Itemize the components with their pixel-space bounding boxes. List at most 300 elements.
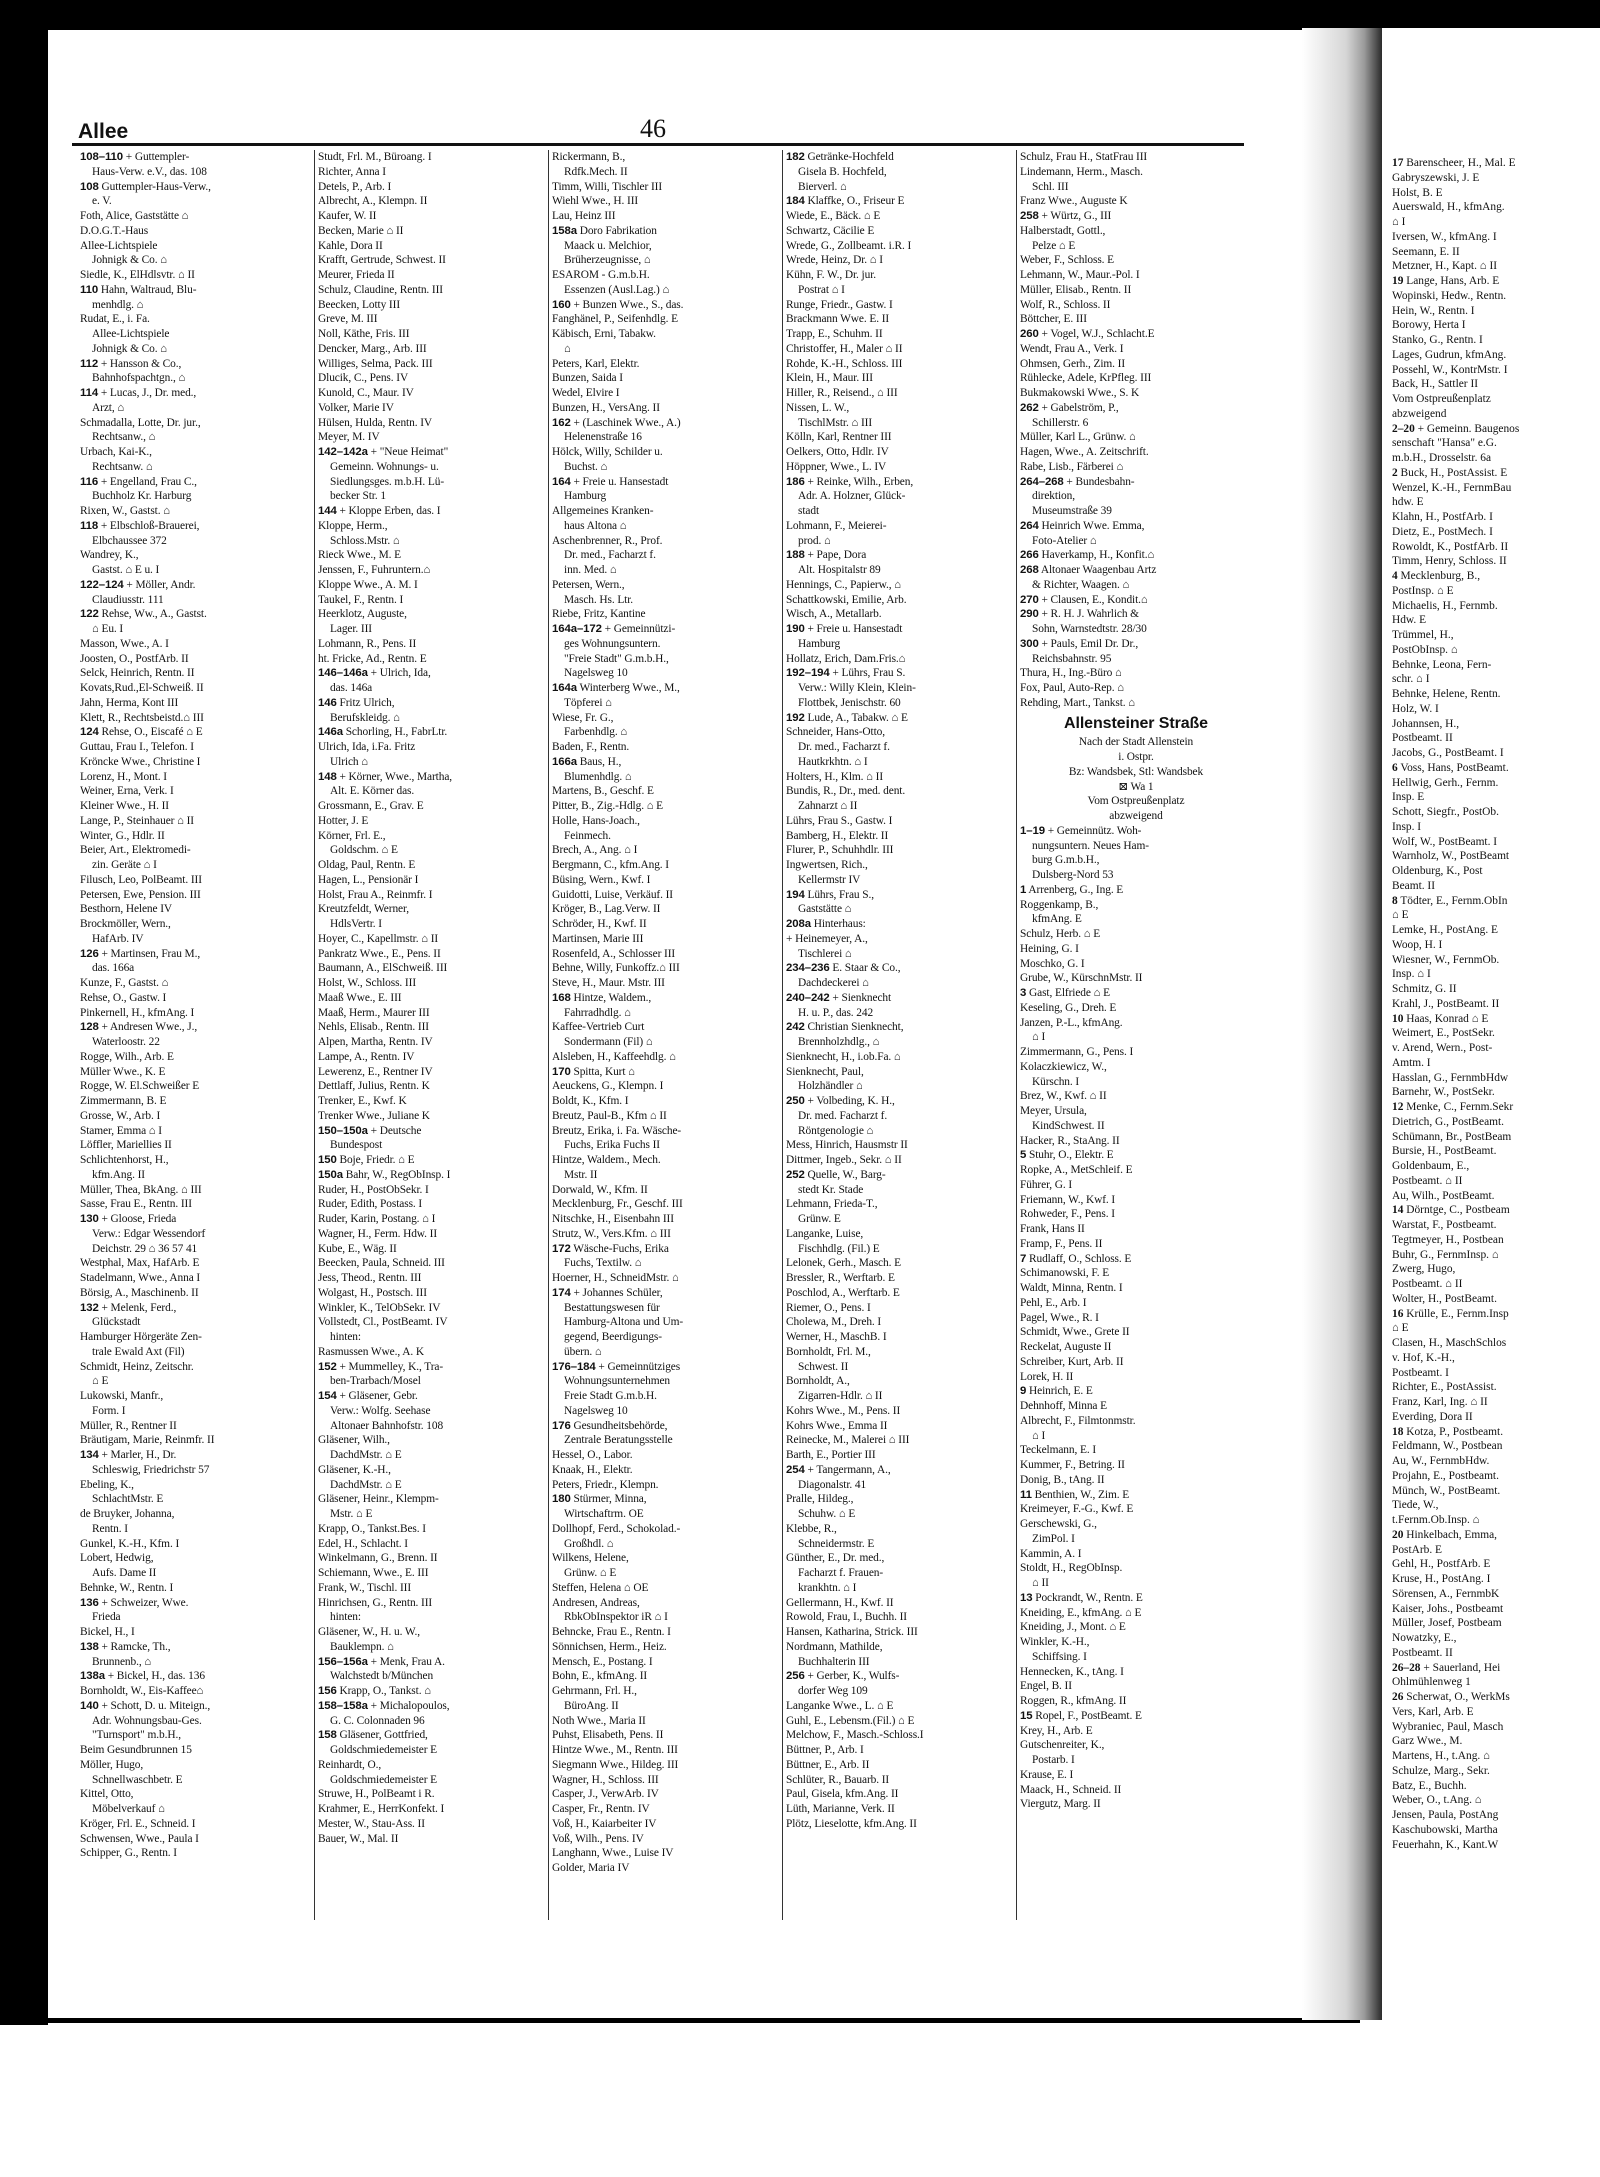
directory-entry: Rohweder, F., Pens. I bbox=[1020, 1208, 1115, 1221]
directory-entry: Westphal, Max, HafArb. E bbox=[80, 1257, 200, 1270]
directory-entry: + Heinemeyer, A., bbox=[786, 932, 868, 945]
directory-entry: Aschenbrenner, R., Prof. bbox=[552, 534, 663, 547]
directory-entry: Jacobs, G., PostBeamt. I bbox=[1392, 747, 1504, 759]
directory-entry: Sörensen, A., FernmbK bbox=[1392, 1587, 1500, 1600]
directory-entry: PostArb. E bbox=[1392, 1543, 1442, 1556]
directory-entry: Münch, W., PostBeamt. bbox=[1392, 1484, 1501, 1497]
directory-entry: Engel, B. II bbox=[1020, 1680, 1072, 1693]
directory-entry: Kneiding, J., Mont. ⌂ E bbox=[1020, 1621, 1126, 1634]
directory-entry: Strutz, W., Vers.Kfm. ⌂ III bbox=[552, 1227, 671, 1240]
directory-entry: Projahn, E., Postbeamt. bbox=[1392, 1469, 1499, 1482]
directory-entry: Steve, H., Maur. Mstr. III bbox=[552, 977, 665, 989]
directory-entry: Kaufer, W. II bbox=[318, 210, 377, 222]
directory-entry: Hiller, R., Reisend., ⌂ III bbox=[786, 387, 898, 399]
directory-entry: Alt. E. Körner das. bbox=[330, 785, 415, 798]
directory-entry: Rosenfeld, A., Schlosser III bbox=[552, 947, 676, 960]
directory-column-1 bbox=[80, 150, 312, 1975]
directory-entry: Gabryszewski, J. E bbox=[1392, 171, 1480, 184]
directory-entry: Beier, Art., Elektromedi- bbox=[80, 844, 191, 857]
section-subtitle-line: Bz: Wandsbek, Stl: Wandsbek bbox=[1068, 765, 1204, 778]
directory-entry: Oldenburg, K., Post bbox=[1392, 865, 1483, 877]
directory-entry: Postbeamt. ⌂ II bbox=[1392, 1174, 1463, 1187]
directory-entry: kfm.Ang. II bbox=[92, 1168, 145, 1181]
directory-entry: Schröder, H., Kwf. II bbox=[552, 918, 647, 930]
directory-entry: Hein, W., Rentn. I bbox=[1392, 304, 1475, 317]
directory-entry: Zimmermann, G., Pens. I bbox=[1020, 1046, 1134, 1058]
directory-entry: Schulz, Claudine, Rentn. III bbox=[318, 283, 444, 296]
directory-entry: 17 Barenscheer, H., Mal. E bbox=[1392, 157, 1516, 169]
directory-entry: Lehmann, W., Maur.-Pol. I bbox=[1020, 269, 1140, 281]
directory-column-5 bbox=[1020, 150, 1252, 1975]
directory-entry: Rowold, Frau, I., Buchh. II bbox=[786, 1611, 908, 1624]
directory-entry: Janzen, P.-L., kfmAng. bbox=[1020, 1016, 1123, 1029]
directory-entry: Rasmussen Wwe., A. K bbox=[318, 1345, 424, 1358]
directory-entry: Röntgenologie ⌂ bbox=[798, 1124, 874, 1137]
directory-entry: Boldt, K., Kfm. I bbox=[552, 1095, 629, 1107]
directory-entry: Fuchs, Erika Fuchs II bbox=[564, 1139, 660, 1152]
directory-entry: Schmadalla, Lotte, Dr. jur., bbox=[80, 416, 201, 429]
directory-entry: 150a Bahr, W., RegObInsp. I bbox=[318, 1168, 451, 1181]
directory-entry: Nehls, Elisab., Rentn. III bbox=[318, 1021, 429, 1034]
directory-entry: Hintze, Waldem., Mech. bbox=[552, 1154, 661, 1166]
directory-entry: Kröger, B., Lag.Verw. II bbox=[552, 903, 661, 916]
directory-entry: Bräutigam, Marie, Reinmfr. II bbox=[80, 1434, 215, 1447]
directory-entry: Beecken, Lotty III bbox=[318, 298, 401, 311]
directory-entry: Hintze Wwe., M., Rentn. III bbox=[552, 1744, 678, 1756]
directory-entry: Kaffee-Vertrieb Curt bbox=[552, 1021, 645, 1034]
section-subtitle-line: ⊠ Wa 1 bbox=[1118, 780, 1154, 793]
directory-entry: 164a–172 + Gemeinnützi- bbox=[552, 623, 676, 635]
directory-entry: 158–158a + Michalopoulos, bbox=[318, 1699, 450, 1712]
directory-entry: Museumstraße 39 bbox=[1032, 505, 1112, 517]
directory-entry: Reinecke, M., Malerei ⌂ III bbox=[786, 1434, 910, 1447]
directory-entry: Fischhdlg. (Fil.) E bbox=[798, 1242, 880, 1255]
column-divider bbox=[548, 150, 549, 1920]
directory-entry: Wisch, A., Metallarb. bbox=[786, 608, 882, 621]
directory-entry: Rieck Wwe., M. E bbox=[318, 549, 401, 562]
directory-entry: Steffen, Helena ⌂ OE bbox=[552, 1581, 649, 1594]
directory-entry: Bickel, H., I bbox=[80, 1626, 135, 1638]
directory-entry: Rehding, Mart., Tankst. ⌂ bbox=[1020, 696, 1136, 709]
directory-entry: Dr. med., Facharzt f. bbox=[564, 549, 656, 562]
directory-entry: Thura, H., Ing.-Büro ⌂ bbox=[1020, 667, 1122, 680]
directory-entry: Timm, Henry, Schloss. II bbox=[1392, 555, 1507, 568]
section-subtitle-line: abzweigend bbox=[1109, 810, 1163, 822]
directory-entry: Hasslan, G., FernmbHdw bbox=[1392, 1071, 1509, 1084]
directory-entry: Blumenhdlg. ⌂ bbox=[564, 770, 632, 783]
directory-entry: Maaß, Herm., Maurer III bbox=[318, 1006, 430, 1019]
directory-entry: Maack, H., Schneid. II bbox=[1020, 1783, 1122, 1796]
directory-entry: 262 + Gabelström, P., bbox=[1020, 401, 1119, 414]
directory-entry: Mensch, E., Postang. I bbox=[552, 1655, 653, 1668]
directory-entry: Postrat ⌂ I bbox=[798, 283, 845, 296]
directory-entry: Alt. Hospitalstr 89 bbox=[798, 564, 881, 576]
directory-entry: Langanke Wwe., L. ⌂ E bbox=[786, 1699, 894, 1712]
scan-bottom-margin bbox=[0, 2025, 1600, 2177]
directory-entry: Rogge, Wilh., Arb. E bbox=[80, 1050, 174, 1063]
directory-entry: Sohn, Warnstedtstr. 28/30 bbox=[1032, 623, 1147, 635]
directory-entry: Gaststätte ⌂ bbox=[798, 903, 852, 916]
directory-entry: Rechtsanw. ⌂ bbox=[92, 460, 153, 473]
directory-entry: Bornholdt, A., bbox=[786, 1375, 850, 1388]
directory-entry: v. Arend, Wern., Post- bbox=[1392, 1042, 1493, 1054]
directory-entry: "Turnsport" m.b.H., bbox=[92, 1729, 181, 1742]
section-title: Allensteiner Straße bbox=[1064, 714, 1208, 732]
directory-entry: Lehmann, Frieda-T., bbox=[786, 1198, 878, 1211]
directory-entry: Klett, R., Rechtsbeistd.⌂ III bbox=[80, 711, 204, 724]
directory-entry: Foto-Atelier ⌂ bbox=[1032, 534, 1097, 547]
directory-entry: Fahrradhdlg. ⌂ bbox=[564, 1006, 631, 1019]
directory-entry: Iversen, W., kfmAng. I bbox=[1392, 230, 1497, 243]
directory-entry: 254 + Tangermann, A., bbox=[786, 1463, 891, 1476]
directory-entry: 19 Lange, Hans, Arb. E bbox=[1392, 275, 1500, 287]
directory-entry: Johnigk & Co. ⌂ bbox=[92, 342, 167, 355]
directory-entry: Bornholdt, Frl. M., bbox=[786, 1345, 871, 1358]
directory-entry: 176 Gesundheitsbehörde, bbox=[552, 1419, 668, 1432]
directory-entry: Trapp, E., Schuhm. II bbox=[786, 328, 883, 340]
directory-entry: Rehse, O., Gastw. I bbox=[80, 991, 167, 1004]
directory-entry: Weber, F., Schloss. E bbox=[1020, 254, 1115, 267]
directory-entry: 166a Baus, H., bbox=[552, 755, 622, 768]
directory-entry: Gläsener, Wilh., bbox=[318, 1434, 390, 1447]
directory-entry: Fuchs, Textilw. ⌂ bbox=[564, 1257, 642, 1270]
directory-entry: Edel, H., Schlacht. I bbox=[318, 1537, 408, 1550]
directory-entry: Lampe, A., Rentn. IV bbox=[318, 1050, 415, 1063]
directory-entry: Dehnhoff, Minna E bbox=[1020, 1400, 1107, 1412]
directory-entry: Selck, Heinrich, Rentn. II bbox=[80, 667, 195, 680]
directory-entry: 264–268 + Bundesbahn- bbox=[1020, 475, 1135, 488]
directory-entry: Wagner, H., Ferm. Hdw. II bbox=[318, 1227, 438, 1240]
directory-entry: Wendt, Frau A., Verk. I bbox=[1020, 342, 1124, 355]
directory-entry: Siegmann Wwe., Hildeg. III bbox=[552, 1758, 679, 1771]
directory-entry: Vers, Karl, Arb. E bbox=[1392, 1705, 1474, 1718]
directory-entry: Wohnungsunternehmen bbox=[564, 1375, 671, 1388]
directory-entry: Gutschenreiter, K., bbox=[1020, 1739, 1105, 1752]
directory-entry: 9 Heinrich, E. E bbox=[1020, 1385, 1093, 1398]
directory-entry: Brez, W., Kwf. ⌂ II bbox=[1020, 1090, 1107, 1103]
directory-entry: Garz Wwe., M. bbox=[1392, 1735, 1463, 1748]
directory-entry: Knaak, H., Elektr. bbox=[552, 1463, 633, 1476]
directory-entry: Mester, W., Stau-Ass. II bbox=[318, 1817, 425, 1830]
directory-entry: 240–242 + Sienknecht bbox=[786, 991, 892, 1004]
directory-entry: Lau, Heinz III bbox=[552, 210, 616, 222]
directory-entry: Meurer, Frieda II bbox=[318, 269, 395, 281]
directory-entry: abzweigend bbox=[1392, 407, 1447, 420]
directory-entry: 140 + Schott, D. u. Miteign., bbox=[80, 1699, 211, 1712]
directory-entry: Meyer, Ursula, bbox=[1020, 1105, 1087, 1117]
directory-entry: 268 Altonaer Waagenbau Artz bbox=[1020, 564, 1157, 576]
directory-entry: Everding, Dora II bbox=[1392, 1410, 1473, 1423]
directory-entry: Glückstadt bbox=[92, 1316, 141, 1329]
directory-column-3 bbox=[552, 150, 778, 1975]
directory-entry: Postbeamt. II bbox=[1392, 1646, 1453, 1659]
directory-entry: 164 + Freie u. Hansestadt bbox=[552, 475, 669, 488]
directory-entry: Halberstadt, Gottl., bbox=[1020, 224, 1106, 237]
directory-entry: Zimmermann, B. E bbox=[80, 1095, 167, 1107]
directory-entry: Andresen, Andreas, bbox=[552, 1596, 640, 1609]
directory-entry: G. C. Colonnaden 96 bbox=[330, 1714, 425, 1727]
directory-entry: Bierverl. ⌂ bbox=[798, 180, 847, 193]
directory-entry: Allgemeines Kranken- bbox=[552, 505, 654, 517]
directory-entry: Gehl, H., PostfArb. E bbox=[1392, 1558, 1491, 1571]
directory-entry: Peters, Karl, Elektr. bbox=[552, 357, 640, 370]
directory-entry: hdw. E bbox=[1392, 496, 1424, 509]
directory-entry: Masch. Hs. Ltr. bbox=[564, 593, 634, 606]
directory-entry: Guttau, Frau I., Telefon. I bbox=[80, 741, 194, 753]
directory-entry: 130 + Gloose, Frieda bbox=[80, 1213, 177, 1225]
directory-entry: Lelonek, Gerh., Masch. E bbox=[786, 1257, 901, 1270]
directory-entry: Müller, Thea, BkAng. ⌂ III bbox=[80, 1183, 202, 1196]
directory-entry: Wiesner, W., FernmOb. bbox=[1392, 953, 1500, 966]
directory-entry: prod. ⌂ bbox=[798, 534, 831, 547]
directory-entry: Pitter, B., Zig.-Hdlg. ⌂ E bbox=[552, 800, 664, 812]
directory-entry: Walchstedt b/München bbox=[330, 1670, 434, 1683]
directory-entry: Postbeamt. II bbox=[1392, 732, 1453, 745]
directory-entry: Mstr. ⌂ E bbox=[330, 1508, 373, 1520]
directory-entry: Lukowski, Manfr., bbox=[80, 1390, 164, 1402]
directory-entry: Teckelmann, E. I bbox=[1020, 1444, 1097, 1457]
directory-entry: PostInsp. ⌂ E bbox=[1392, 584, 1454, 597]
directory-entry: 138 + Ramcke, Th., bbox=[80, 1640, 171, 1653]
directory-entry: Lohmann, R., Pens. II bbox=[318, 637, 417, 650]
directory-entry: übern. ⌂ bbox=[564, 1345, 602, 1358]
directory-entry: Günther, E., Dr. med., bbox=[786, 1552, 885, 1565]
directory-entry: 258 + Würtz, G., III bbox=[1020, 210, 1112, 222]
directory-entry: burg G.m.b.H., bbox=[1032, 854, 1100, 867]
directory-entry: Franz Wwe., Auguste K bbox=[1020, 195, 1128, 208]
directory-entry: 8 Tödter, E., Fernm.ObIn bbox=[1392, 894, 1508, 907]
directory-entry: Masson, Wwe., A. I bbox=[80, 637, 169, 650]
directory-entry: Becken, Marie ⌂ II bbox=[318, 224, 404, 237]
directory-entry: Grube, W., KürschnMstr. II bbox=[1020, 972, 1143, 985]
directory-entry: Poschlod, A., Werftarb. E bbox=[786, 1286, 900, 1299]
directory-entry: Klahn, H., PostfArb. I bbox=[1392, 511, 1493, 523]
directory-entry: Lorek, H. II bbox=[1020, 1370, 1074, 1383]
directory-entry: Winkler, K., TelObSekr. IV bbox=[318, 1301, 441, 1314]
directory-entry: Roggen, R., kfmAng. II bbox=[1020, 1695, 1127, 1707]
directory-entry: Taukel, F., Rentn. I bbox=[318, 593, 404, 606]
directory-entry: hinten: bbox=[330, 1331, 361, 1343]
directory-entry: Kühn, F. W., Dr. jur. bbox=[786, 269, 877, 281]
directory-entry: Dr. med., Facharzt f. bbox=[798, 741, 890, 753]
directory-entry: Joosten, O., PostfArb. II bbox=[80, 652, 189, 665]
directory-entry: Zwerg, Hugo, bbox=[1392, 1263, 1456, 1276]
directory-entry: Ruder, H., PostObSekr. I bbox=[318, 1183, 429, 1196]
directory-entry: Reckelat, Auguste II bbox=[1020, 1341, 1112, 1353]
directory-entry: Käbisch, Erni, Tabakw. bbox=[552, 328, 656, 340]
directory-entry: Gerschewski, G., bbox=[1020, 1518, 1097, 1530]
directory-entry: Kloppe Wwe., A. M. I bbox=[318, 578, 418, 591]
directory-entry: Aufs. Dame II bbox=[92, 1567, 157, 1579]
directory-entry: Puhst, Elisabeth, Pens. II bbox=[552, 1729, 664, 1742]
directory-entry: Warnholz, W., PostBeamt bbox=[1392, 850, 1510, 863]
directory-entry: 168 Hintze, Waldem., bbox=[552, 991, 652, 1004]
directory-entry: TischlMstr. ⌂ III bbox=[798, 416, 873, 429]
directory-column-4 bbox=[786, 150, 1012, 1975]
directory-entry: Volker, Marie IV bbox=[318, 401, 394, 414]
directory-entry: Behnke, Leona, Fern- bbox=[1392, 658, 1492, 671]
directory-entry: Kunold, C., Maur. IV bbox=[318, 387, 414, 399]
directory-entry: 242 Christian Sienknecht, bbox=[786, 1021, 904, 1034]
directory-entry: Insp. E bbox=[1392, 791, 1425, 804]
directory-entry: Detels, P., Arb. I bbox=[318, 180, 392, 193]
directory-entry: Peters, Friedr., Klempn. bbox=[552, 1478, 659, 1491]
directory-entry: 110 Hahn, Waltraud, Blu- bbox=[80, 283, 197, 296]
directory-entry: Brech, A., Ang. ⌂ I bbox=[552, 844, 638, 857]
directory-entry: ESAROM - G.m.b.H. bbox=[552, 269, 650, 281]
directory-entry: Kellermstr IV bbox=[798, 873, 861, 886]
directory-entry: becker Str. 1 bbox=[330, 490, 386, 503]
directory-entry: Bornholdt, W., Eis-Kaffee⌂ bbox=[80, 1685, 204, 1697]
directory-entry: Bamberg, H., Elektr. II bbox=[786, 829, 889, 842]
directory-entry: PostObInsp. ⌂ bbox=[1392, 643, 1458, 656]
directory-entry: Rabe, Lisb., Färberei ⌂ bbox=[1020, 460, 1124, 473]
directory-entry: 176–184 + Gemeinnütziges bbox=[552, 1360, 681, 1373]
directory-entry: Borowy, Herta I bbox=[1392, 319, 1466, 332]
directory-entry: Schwensen, Wwe., Paula I bbox=[80, 1832, 199, 1845]
directory-entry: Deichstr. 29 ⌂ 36 57 41 bbox=[92, 1242, 198, 1255]
directory-entry: 146a Schorling, H., FabrLtr. bbox=[318, 726, 448, 739]
directory-entry: ⌂ II bbox=[1032, 1577, 1049, 1589]
header-rule bbox=[72, 143, 1244, 146]
directory-entry: Hessel, O., Labor. bbox=[552, 1449, 633, 1461]
directory-entry: Kammin, A. I bbox=[1020, 1547, 1082, 1560]
directory-entry: direktion, bbox=[1032, 490, 1075, 503]
directory-entry: 150 Boje, Friedr. ⌂ E bbox=[318, 1154, 415, 1166]
directory-entry: Körner, Frl. E., bbox=[318, 829, 386, 842]
directory-entry: Bauer, W., Mal. II bbox=[318, 1832, 399, 1845]
directory-entry: Hacker, R., StaAng. II bbox=[1020, 1134, 1120, 1147]
directory-entry: Johannsen, H., bbox=[1392, 717, 1460, 730]
directory-entry: Gläsener, Heinr., Klempm- bbox=[318, 1493, 439, 1506]
directory-entry: Schwest. II bbox=[798, 1360, 849, 1373]
directory-column-2 bbox=[318, 150, 544, 1975]
directory-entry: Dencker, Marg., Arb. III bbox=[318, 342, 427, 355]
directory-entry: 4 Mecklenburg, B., bbox=[1392, 570, 1481, 582]
directory-entry: 108–110 + Guttempler- bbox=[80, 151, 190, 163]
directory-entry: Besthorn, Helene IV bbox=[80, 903, 173, 916]
directory-entry: ⌂ I bbox=[1032, 1031, 1046, 1044]
directory-entry: Wiese, Fr. G., bbox=[552, 711, 614, 724]
directory-entry: Schloss.Mstr. ⌂ bbox=[330, 534, 400, 547]
directory-entry: Johnigk & Co. ⌂ bbox=[92, 254, 167, 267]
directory-entry: Rickermann, B., bbox=[552, 151, 626, 163]
directory-entry: Wybraniec, Paul, Masch bbox=[1392, 1720, 1504, 1733]
directory-entry: Grünw. E bbox=[798, 1213, 841, 1225]
directory-entry: Petersen, Wern., bbox=[552, 578, 625, 591]
directory-entry: & Richter, Waagen. ⌂ bbox=[1032, 578, 1130, 591]
directory-entry: Lindemann, Herm., Masch. bbox=[1020, 165, 1143, 178]
directory-entry: Riemer, O., Pens. I bbox=[786, 1301, 871, 1314]
directory-entry: 158 Gläsener, Gottfried, bbox=[318, 1729, 428, 1742]
directory-entry: Casper, Fr., Rentn. IV bbox=[552, 1803, 650, 1815]
directory-entry: Weimert, E., PostSekr. bbox=[1392, 1027, 1495, 1040]
directory-entry: Back, H., Sattler II bbox=[1392, 378, 1479, 391]
directory-entry: Friemann, W., Kwf. I bbox=[1020, 1193, 1116, 1206]
directory-entry: KindSchwest. II bbox=[1032, 1119, 1105, 1132]
directory-entry: Metzner, H., Kapt. ⌂ II bbox=[1392, 260, 1498, 273]
directory-entry: Sönnichsen, Herm., Heiz. bbox=[552, 1640, 667, 1653]
directory-entry: 1 Arrenberg, G., Ing. E bbox=[1020, 883, 1124, 896]
directory-entry: nungsuntern. Neues Ham- bbox=[1032, 839, 1149, 852]
directory-entry: DachdMstr. ⌂ E bbox=[330, 1449, 402, 1461]
directory-entry: Börsig, A., Maschinenb. II bbox=[80, 1286, 199, 1299]
directory-entry: Rechtsanw., ⌂ bbox=[92, 431, 156, 444]
directory-entry: 154 + Gläsener, Gebr. bbox=[318, 1390, 418, 1402]
directory-entry: 156 Krapp, O., Tankst. ⌂ bbox=[318, 1685, 431, 1697]
directory-entry: Claudiusstr. 111 bbox=[92, 593, 164, 606]
directory-entry: 10 Haas, Konrad ⌂ E bbox=[1392, 1012, 1489, 1025]
directory-entry: Mecklenburg, Fr., Geschf. III bbox=[552, 1198, 683, 1211]
directory-entry: Insp. ⌂ I bbox=[1392, 968, 1431, 981]
directory-entry: 158a Doro Fabrikation bbox=[552, 224, 657, 237]
directory-entry: Jahn, Herma, Kont III bbox=[80, 696, 179, 709]
directory-entry: Pralle, Hildeg., bbox=[786, 1493, 854, 1506]
directory-entry: 148 + Körner, Wwe., Martha, bbox=[318, 770, 453, 783]
directory-entry: Rdfk.Mech. II bbox=[564, 165, 628, 178]
directory-entry: Schuhw. ⌂ E bbox=[798, 1508, 856, 1520]
directory-entry: 26–28 + Sauerland, Hei bbox=[1392, 1661, 1501, 1674]
directory-entry: Kloppe, Herm., bbox=[318, 519, 388, 532]
directory-entry: 142–142a + "Neue Heimat" bbox=[318, 446, 449, 458]
directory-entry: Buhr, G., FernmInsp. ⌂ bbox=[1392, 1248, 1499, 1261]
directory-entry: Cholewa, M., Dreh. I bbox=[786, 1316, 882, 1329]
directory-entry: ⌂ I bbox=[1392, 216, 1406, 228]
directory-entry: Baden, F., Rentn. bbox=[552, 741, 630, 753]
directory-entry: D.O.G.T.-Haus bbox=[80, 224, 149, 237]
directory-entry: Alpen, Martha, Rentn. IV bbox=[318, 1036, 433, 1048]
directory-entry: ht. Fricke, Ad., Rentn. E bbox=[318, 652, 427, 665]
facing-page-column bbox=[1392, 156, 1600, 1852]
directory-entry: Brunnenb., ⌂ bbox=[92, 1655, 152, 1668]
directory-entry: 1–19 + Gemeinnütz. Woh- bbox=[1020, 824, 1142, 837]
directory-entry: 144 + Kloppe Erben, das. I bbox=[318, 505, 441, 517]
directory-entry: Lemke, H., PostAng. E bbox=[1392, 924, 1498, 936]
directory-entry: Ohmsen, Gerh., Zim. II bbox=[1020, 357, 1126, 370]
directory-entry: Werner, H., MaschB. I bbox=[786, 1331, 887, 1343]
directory-entry: Wolgast, H., Postsch. III bbox=[318, 1286, 427, 1299]
directory-entry: Tegtmeyer, H., Postbean bbox=[1392, 1233, 1504, 1246]
directory-entry: Bauklempn. ⌂ bbox=[330, 1640, 394, 1653]
directory-entry: Form. I bbox=[92, 1404, 126, 1417]
directory-entry: Schümann, Br., PostBeam bbox=[1392, 1130, 1512, 1143]
directory-entry: Keseling, G., Dreh. E bbox=[1020, 1001, 1117, 1014]
directory-entry: Nowatzky, E., bbox=[1392, 1632, 1457, 1644]
directory-entry: Zahnarzt ⌂ II bbox=[798, 800, 858, 812]
directory-entry: 112 + Hansson & Co., bbox=[80, 357, 182, 370]
directory-entry: Barnehr, W., PostSekr. bbox=[1392, 1086, 1495, 1099]
directory-entry: Hennecken, K., tAng. I bbox=[1020, 1665, 1124, 1678]
directory-entry: Gellermann, H., Kwf. II bbox=[786, 1596, 894, 1609]
directory-entry: Schlüter, R., Bauarb. II bbox=[786, 1773, 890, 1786]
directory-entry: Hagen, Wwe., A. Zeitschrift. bbox=[1020, 446, 1149, 458]
directory-entry: Gemeinn. Wohnungs- u. bbox=[330, 460, 439, 473]
directory-entry: Seemann, E. II bbox=[1392, 245, 1460, 258]
section-subtitle-line: Vom Ostpreußenplatz bbox=[1087, 795, 1185, 808]
directory-entry: 256 + Gerber, K., Wulfs- bbox=[786, 1670, 900, 1683]
directory-entry: 20 Hinkelbach, Emma, bbox=[1392, 1528, 1498, 1541]
directory-entry: 124 Rehse, O., Eiscafé ⌂ E bbox=[80, 726, 203, 739]
directory-entry: Hamburg bbox=[564, 490, 607, 503]
directory-entry: Flottbek, Jenischstr. 60 bbox=[798, 696, 901, 709]
directory-entry: Wrede, Heinz, Dr. ⌂ I bbox=[786, 254, 883, 267]
directory-entry: Buchhalterin III bbox=[798, 1655, 870, 1668]
directory-entry: Meyer, M. IV bbox=[318, 431, 380, 444]
directory-entry: 188 + Pape, Dora bbox=[786, 549, 867, 562]
directory-entry: 180 Stürmer, Minna, bbox=[552, 1493, 647, 1506]
directory-entry: Paul, Gisela, kfm.Ang. II bbox=[786, 1788, 899, 1801]
directory-entry: Grünw. ⌂ E bbox=[564, 1567, 617, 1579]
